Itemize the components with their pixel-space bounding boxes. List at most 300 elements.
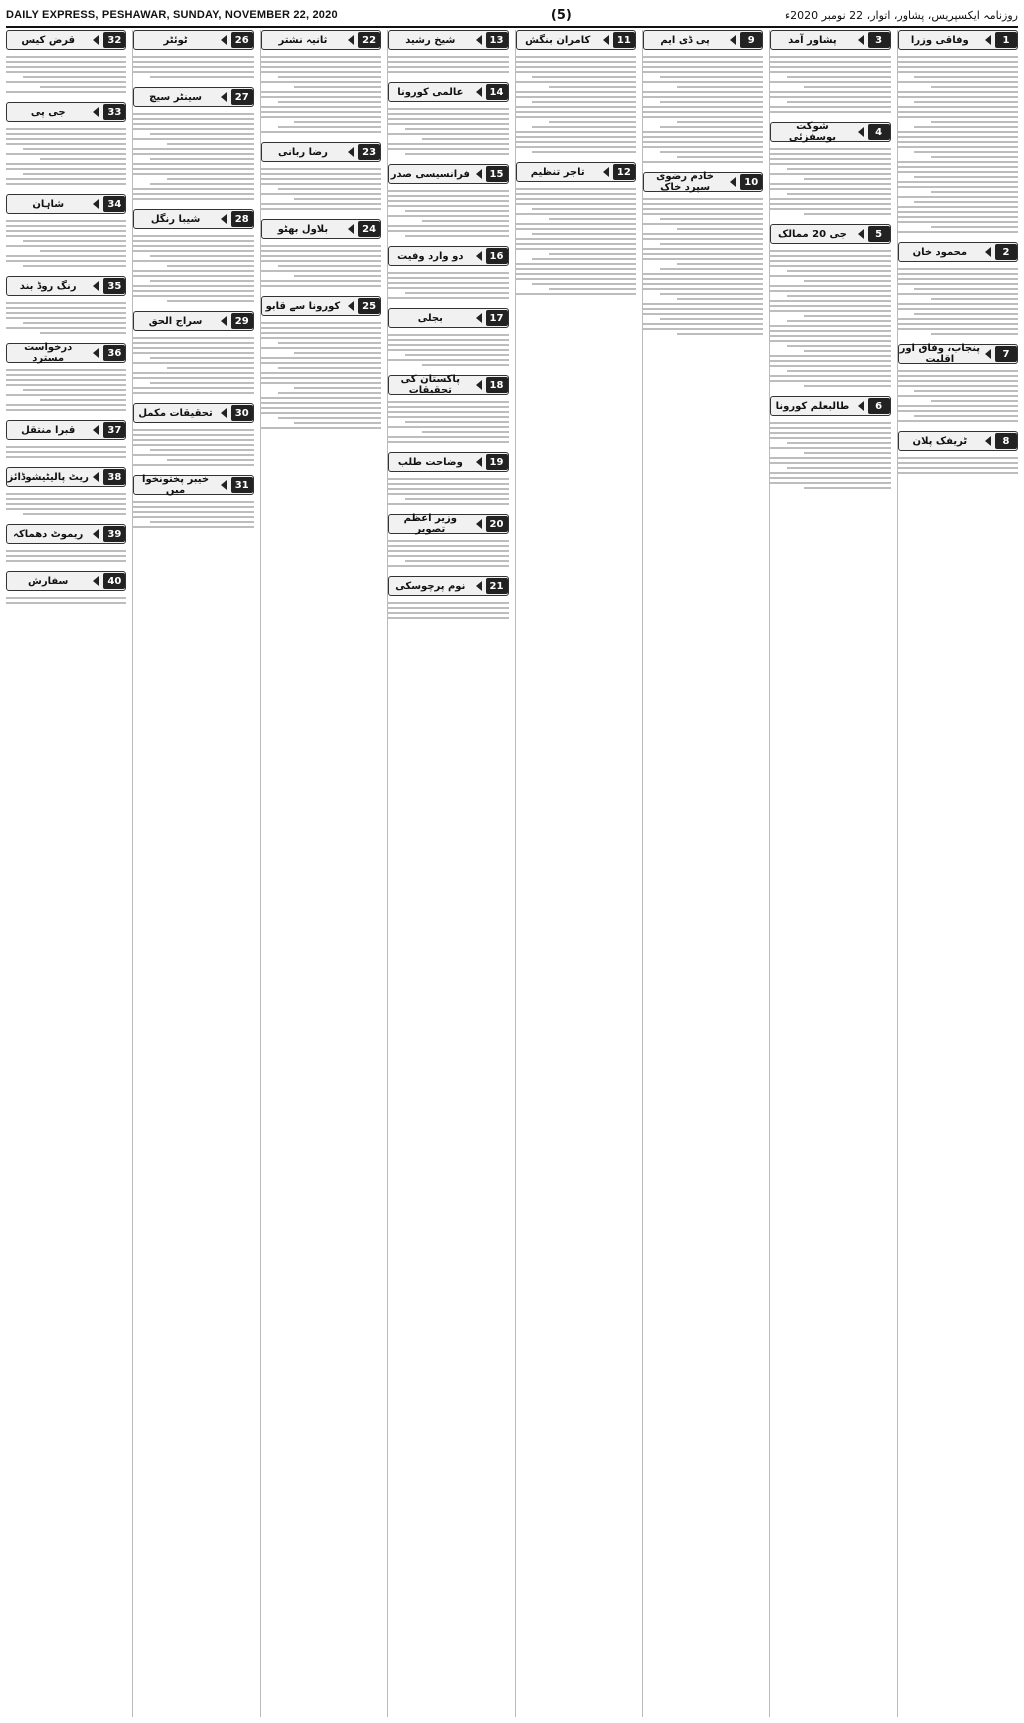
text-line bbox=[787, 270, 891, 272]
text-line bbox=[388, 550, 508, 552]
story-39 bbox=[6, 524, 126, 565]
masthead-english-dateline: DAILY EXPRESS, PESHAWAR, SUNDAY, NOVEMBER 22, 2020 bbox=[6, 9, 338, 21]
text-line bbox=[898, 467, 1018, 469]
text-line bbox=[787, 101, 891, 103]
text-line bbox=[150, 521, 254, 523]
story-title: وضاحت طلب bbox=[397, 456, 463, 468]
story-body-text bbox=[133, 334, 253, 397]
text-line bbox=[261, 250, 381, 252]
text-line bbox=[261, 106, 381, 108]
text-line bbox=[133, 168, 253, 170]
text-line bbox=[388, 344, 508, 346]
text-line bbox=[150, 158, 254, 160]
text-line bbox=[150, 382, 254, 384]
text-line bbox=[643, 198, 763, 200]
text-line bbox=[388, 493, 508, 495]
text-line bbox=[422, 364, 509, 366]
arrow-icon bbox=[93, 576, 99, 586]
text-line bbox=[388, 334, 508, 336]
text-line bbox=[770, 188, 890, 190]
text-line bbox=[898, 91, 1018, 93]
text-line bbox=[422, 138, 509, 140]
text-line bbox=[677, 86, 764, 88]
text-line bbox=[898, 206, 1018, 208]
text-line bbox=[6, 220, 126, 222]
story-18 bbox=[388, 375, 508, 446]
text-line bbox=[516, 106, 636, 108]
story-number-badge: 19 bbox=[486, 454, 508, 470]
text-line bbox=[898, 131, 1018, 133]
text-line bbox=[804, 487, 891, 489]
text-line bbox=[770, 203, 890, 205]
story-title: ثانیہ نشتر bbox=[278, 34, 328, 46]
text-line bbox=[23, 240, 127, 242]
text-line bbox=[549, 288, 636, 290]
text-line bbox=[898, 283, 1018, 285]
text-line bbox=[278, 367, 382, 369]
text-line bbox=[261, 61, 381, 63]
text-line bbox=[6, 317, 126, 319]
text-line bbox=[40, 332, 127, 334]
text-line bbox=[133, 153, 253, 155]
story-title: شیبا رنگل bbox=[150, 213, 201, 225]
text-line bbox=[388, 349, 508, 351]
text-line bbox=[770, 300, 890, 302]
text-line bbox=[914, 313, 1018, 315]
arrow-icon bbox=[730, 35, 736, 45]
text-line bbox=[643, 278, 763, 280]
text-line bbox=[23, 173, 127, 175]
story-title: عالمی کورونا bbox=[397, 86, 464, 98]
text-line bbox=[278, 417, 382, 419]
text-line bbox=[770, 158, 890, 160]
text-line bbox=[294, 387, 381, 389]
text-line bbox=[6, 225, 126, 227]
text-line bbox=[388, 555, 508, 557]
text-line bbox=[516, 203, 636, 205]
text-line bbox=[914, 151, 1018, 153]
text-line bbox=[294, 198, 381, 200]
text-line bbox=[643, 308, 763, 310]
story-number-badge: 25 bbox=[358, 298, 380, 314]
arrow-icon bbox=[348, 301, 354, 311]
text-line bbox=[133, 61, 253, 63]
story-number-badge: 26 bbox=[231, 32, 253, 48]
text-line bbox=[261, 245, 381, 247]
text-line bbox=[804, 86, 891, 88]
story-title: جی 20 ممالک bbox=[778, 228, 847, 240]
story-title: تاجر تنظیم bbox=[530, 166, 585, 178]
text-line bbox=[133, 123, 253, 125]
text-line bbox=[6, 555, 126, 557]
text-line bbox=[6, 133, 126, 135]
text-line bbox=[133, 526, 253, 528]
story-header bbox=[388, 514, 508, 534]
text-line bbox=[914, 76, 1018, 78]
text-line bbox=[23, 322, 127, 324]
text-line bbox=[6, 260, 126, 262]
story-body-text bbox=[388, 105, 508, 158]
story-number-badge: 16 bbox=[486, 248, 508, 264]
text-line bbox=[770, 422, 890, 424]
text-line bbox=[6, 255, 126, 257]
text-line bbox=[787, 76, 891, 78]
text-line bbox=[388, 359, 508, 361]
text-line bbox=[643, 116, 763, 118]
column-7 bbox=[132, 30, 253, 1717]
story-body-text bbox=[261, 242, 381, 290]
story-number-badge: 21 bbox=[486, 578, 508, 594]
story-number-badge: 28 bbox=[231, 211, 253, 227]
text-line bbox=[898, 318, 1018, 320]
text-line bbox=[770, 447, 890, 449]
text-line bbox=[422, 220, 509, 222]
text-line bbox=[516, 213, 636, 215]
text-line bbox=[40, 250, 127, 252]
text-line bbox=[898, 71, 1018, 73]
text-line bbox=[261, 91, 381, 93]
text-line bbox=[6, 128, 126, 130]
text-line bbox=[6, 235, 126, 237]
story-title: پاکستان کی تحقیقات bbox=[400, 374, 460, 396]
masthead bbox=[6, 4, 1018, 28]
arrow-icon bbox=[348, 224, 354, 234]
story-title: قبرا منتقل bbox=[21, 424, 76, 436]
text-line bbox=[643, 233, 763, 235]
text-line bbox=[643, 161, 763, 163]
text-line bbox=[677, 333, 764, 335]
text-line bbox=[133, 173, 253, 175]
text-line bbox=[770, 437, 890, 439]
story-number-badge: 7 bbox=[995, 346, 1017, 362]
text-line bbox=[133, 377, 253, 379]
story-title: خادم رضوی سپرد خاک bbox=[656, 171, 714, 193]
text-line bbox=[405, 421, 509, 423]
text-line bbox=[898, 136, 1018, 138]
text-line bbox=[133, 66, 253, 68]
story-header bbox=[770, 122, 890, 142]
story-36 bbox=[6, 343, 126, 414]
story-number-badge: 31 bbox=[231, 477, 253, 493]
story-header bbox=[133, 87, 253, 107]
text-line bbox=[532, 258, 636, 260]
story-body-text bbox=[770, 145, 890, 218]
text-line bbox=[787, 345, 891, 347]
text-line bbox=[388, 118, 508, 120]
text-line bbox=[770, 462, 890, 464]
text-line bbox=[167, 459, 254, 461]
text-line bbox=[516, 111, 636, 113]
text-line bbox=[133, 188, 253, 190]
story-header bbox=[643, 172, 763, 192]
text-line bbox=[804, 452, 891, 454]
text-line bbox=[388, 61, 508, 63]
story-body-text bbox=[6, 217, 126, 270]
text-line bbox=[787, 370, 891, 372]
text-line bbox=[6, 409, 126, 411]
text-line bbox=[898, 81, 1018, 83]
text-line bbox=[643, 283, 763, 285]
text-line bbox=[516, 248, 636, 250]
text-line bbox=[261, 322, 381, 324]
text-line bbox=[643, 238, 763, 240]
story-header bbox=[6, 30, 126, 50]
text-line bbox=[133, 444, 253, 446]
text-line bbox=[770, 148, 890, 150]
story-12 bbox=[516, 162, 636, 298]
text-line bbox=[133, 295, 253, 297]
text-line bbox=[770, 330, 890, 332]
text-line bbox=[898, 370, 1018, 372]
text-line bbox=[405, 235, 509, 237]
text-line bbox=[261, 260, 381, 262]
text-line bbox=[914, 126, 1018, 128]
text-line bbox=[660, 293, 764, 295]
text-line bbox=[405, 498, 509, 500]
text-line bbox=[898, 141, 1018, 143]
text-line bbox=[133, 245, 253, 247]
column-4 bbox=[515, 30, 636, 1717]
story-number-badge: 4 bbox=[868, 124, 890, 140]
text-line bbox=[898, 323, 1018, 325]
story-header bbox=[388, 164, 508, 184]
story-title: قرض کیس bbox=[21, 34, 76, 46]
story-title: وزیر اعظم تصویر bbox=[403, 513, 457, 535]
text-line bbox=[422, 431, 509, 433]
text-line bbox=[6, 503, 126, 505]
text-line bbox=[660, 126, 764, 128]
arrow-icon bbox=[603, 167, 609, 177]
text-line bbox=[516, 268, 636, 270]
text-line bbox=[787, 193, 891, 195]
text-line bbox=[516, 278, 636, 280]
arrow-icon bbox=[730, 177, 736, 187]
story-number-badge: 10 bbox=[740, 174, 762, 190]
text-line bbox=[898, 410, 1018, 412]
story-26 bbox=[133, 30, 253, 81]
text-line bbox=[660, 218, 764, 220]
text-line bbox=[133, 501, 253, 503]
story-title: سینٹر سیچ bbox=[149, 91, 203, 103]
story-header bbox=[770, 30, 890, 50]
text-line bbox=[261, 66, 381, 68]
text-line bbox=[133, 342, 253, 344]
text-line bbox=[898, 328, 1018, 330]
text-line bbox=[6, 602, 126, 604]
story-header bbox=[643, 30, 763, 50]
arrow-icon bbox=[476, 251, 482, 261]
text-line bbox=[516, 263, 636, 265]
text-line bbox=[787, 295, 891, 297]
text-line bbox=[660, 243, 764, 245]
story-body-text bbox=[643, 53, 763, 166]
text-line bbox=[261, 270, 381, 272]
text-line bbox=[6, 312, 126, 314]
story-body-text bbox=[388, 269, 508, 302]
story-header bbox=[261, 30, 381, 50]
text-line bbox=[660, 76, 764, 78]
text-line bbox=[278, 101, 382, 103]
arrow-icon bbox=[348, 35, 354, 45]
story-number-badge: 39 bbox=[103, 526, 125, 542]
text-line bbox=[532, 126, 636, 128]
story-title: پنجاب، وفاق اور اقلیت bbox=[899, 343, 981, 365]
text-line bbox=[6, 143, 126, 145]
story-number-badge: 13 bbox=[486, 32, 508, 48]
arrow-icon bbox=[476, 519, 482, 529]
text-line bbox=[133, 235, 253, 237]
story-32 bbox=[6, 30, 126, 96]
story-body-text bbox=[6, 547, 126, 565]
text-line bbox=[804, 385, 891, 387]
story-header bbox=[6, 467, 126, 487]
story-title: محمود خان bbox=[912, 246, 968, 258]
text-line bbox=[770, 477, 890, 479]
text-line bbox=[261, 427, 381, 429]
text-line bbox=[278, 76, 382, 78]
story-header bbox=[133, 311, 253, 331]
text-line bbox=[6, 508, 126, 510]
story-body-text bbox=[643, 195, 763, 338]
arrow-icon bbox=[221, 92, 227, 102]
story-header bbox=[261, 296, 381, 316]
text-line bbox=[516, 273, 636, 275]
text-line bbox=[405, 354, 509, 356]
story-body-text bbox=[388, 53, 508, 76]
text-line bbox=[6, 451, 126, 453]
story-number-badge: 20 bbox=[486, 516, 508, 532]
story-body-text bbox=[133, 498, 253, 531]
text-line bbox=[405, 210, 509, 212]
story-22 bbox=[261, 30, 381, 136]
text-line bbox=[898, 462, 1018, 464]
story-header bbox=[6, 276, 126, 296]
text-line bbox=[133, 392, 253, 394]
text-line bbox=[6, 168, 126, 170]
column-5 bbox=[387, 30, 508, 1717]
text-line bbox=[133, 71, 253, 73]
text-line bbox=[898, 171, 1018, 173]
text-line bbox=[6, 71, 126, 73]
text-line bbox=[6, 178, 126, 180]
text-line bbox=[388, 113, 508, 115]
text-line bbox=[931, 333, 1018, 335]
text-line bbox=[804, 350, 891, 352]
story-header bbox=[133, 209, 253, 229]
story-header bbox=[6, 420, 126, 440]
text-line bbox=[770, 183, 890, 185]
text-line bbox=[898, 308, 1018, 310]
text-line bbox=[133, 148, 253, 150]
text-line bbox=[388, 441, 508, 443]
text-line bbox=[261, 357, 381, 359]
text-line bbox=[6, 394, 126, 396]
story-header bbox=[261, 142, 381, 162]
arrow-icon bbox=[93, 348, 99, 358]
story-29 bbox=[133, 311, 253, 397]
text-line bbox=[898, 273, 1018, 275]
text-line bbox=[770, 472, 890, 474]
text-line bbox=[133, 511, 253, 513]
arrow-icon bbox=[985, 35, 991, 45]
story-header bbox=[133, 475, 253, 495]
text-line bbox=[898, 231, 1018, 233]
arrow-icon bbox=[858, 35, 864, 45]
text-line bbox=[388, 66, 508, 68]
text-line bbox=[770, 66, 890, 68]
text-line bbox=[133, 275, 253, 277]
story-number-badge: 22 bbox=[358, 32, 380, 48]
text-line bbox=[787, 168, 891, 170]
text-line bbox=[898, 96, 1018, 98]
text-line bbox=[532, 151, 636, 153]
text-line bbox=[6, 61, 126, 63]
text-line bbox=[914, 176, 1018, 178]
text-line bbox=[6, 374, 126, 376]
text-line bbox=[388, 133, 508, 135]
text-line bbox=[388, 607, 508, 609]
story-header bbox=[898, 431, 1018, 451]
text-line bbox=[133, 337, 253, 339]
text-line bbox=[261, 56, 381, 58]
text-line bbox=[549, 218, 636, 220]
story-31 bbox=[133, 475, 253, 531]
text-line bbox=[133, 347, 253, 349]
text-line bbox=[770, 340, 890, 342]
text-line bbox=[914, 101, 1018, 103]
story-header bbox=[898, 242, 1018, 262]
story-15 bbox=[388, 164, 508, 240]
story-11 bbox=[516, 30, 636, 156]
text-line bbox=[6, 56, 126, 58]
story-20 bbox=[388, 514, 508, 570]
text-line bbox=[261, 203, 381, 205]
text-line bbox=[516, 56, 636, 58]
arrow-icon bbox=[476, 313, 482, 323]
text-line bbox=[770, 163, 890, 165]
text-line bbox=[133, 387, 253, 389]
story-body-text bbox=[261, 319, 381, 432]
text-line bbox=[770, 56, 890, 58]
text-line bbox=[278, 342, 382, 344]
text-line bbox=[388, 503, 508, 505]
text-line bbox=[261, 178, 381, 180]
story-title: کورونا سے قابو bbox=[265, 300, 341, 312]
story-2 bbox=[898, 242, 1018, 338]
text-line bbox=[133, 270, 253, 272]
story-body-text bbox=[261, 53, 381, 136]
text-line bbox=[516, 146, 636, 148]
text-line bbox=[770, 255, 890, 257]
text-line bbox=[516, 81, 636, 83]
text-line bbox=[133, 163, 253, 165]
story-header bbox=[388, 452, 508, 472]
story-header bbox=[388, 375, 508, 395]
story-10 bbox=[643, 172, 763, 338]
story-number-badge: 35 bbox=[103, 278, 125, 294]
text-line bbox=[6, 66, 126, 68]
text-line bbox=[898, 472, 1018, 474]
story-35 bbox=[6, 276, 126, 337]
story-16 bbox=[388, 246, 508, 302]
text-line bbox=[261, 173, 381, 175]
text-line bbox=[388, 148, 508, 150]
text-line bbox=[643, 81, 763, 83]
text-line bbox=[898, 66, 1018, 68]
text-line bbox=[388, 287, 508, 289]
story-number-badge: 8 bbox=[995, 433, 1017, 449]
story-1 bbox=[898, 30, 1018, 236]
